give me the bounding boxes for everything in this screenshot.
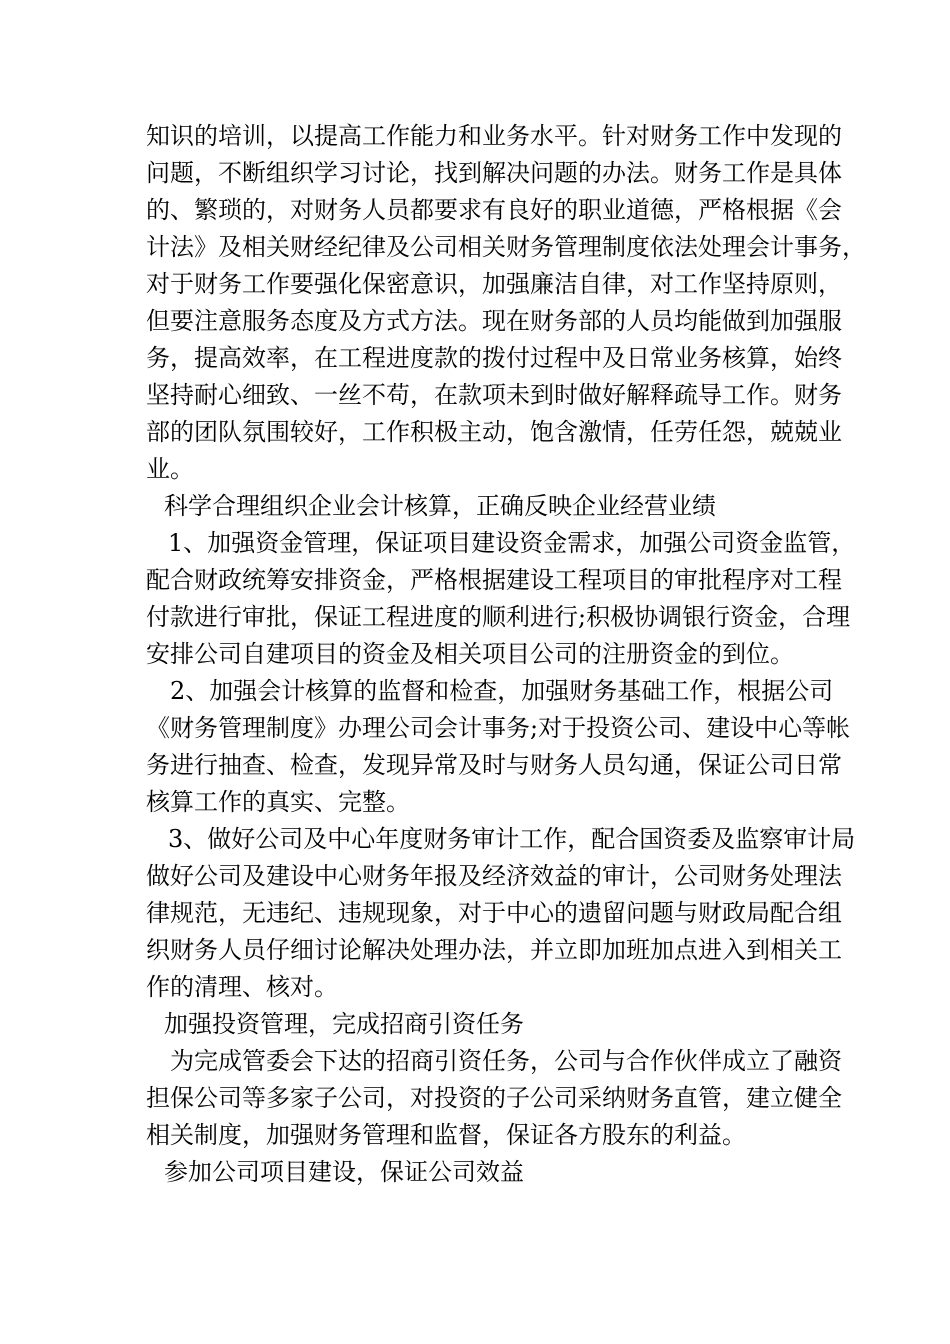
paragraph-first-line: 为完成管委会下达的招商引资任务，公司与合作伙伴成立了融资 [170, 1047, 842, 1075]
body-line: 对于财务工作要强化保密意识，加强廉洁自律，对工作坚持原则， [146, 270, 842, 298]
body-line: 配合财政统筹安排资金，严格根据建设工程项目的审批程序对工程 [146, 566, 842, 594]
body-line: 业。 [146, 455, 194, 483]
body-line: 担保公司等多家子公司，对投资的子公司采纳财务直管，建立健全 [146, 1084, 842, 1112]
body-line: 问题，不断组织学习讨论，找到解决问题的办法。财务工作是具体 [146, 159, 842, 187]
list-item-1-line: 1、加强资金管理，保证项目建设资金需求，加强公司资金监管， [168, 529, 856, 557]
body-line: 部的团队氛围较好，工作积极主动，饱含激情，任劳任怨，兢兢业 [146, 418, 842, 446]
body-line: 务，提高效率，在工程进度款的拨付过程中及日常业务核算，始终 [146, 344, 842, 372]
body-line: 的、繁琐的，对财务人员都要求有良好的职业道德，严格根据《会 [146, 196, 842, 224]
body-line: 《财务管理制度》办理公司会计事务;对于投资公司、建设中心等帐 [146, 714, 851, 742]
section-heading-investment: 加强投资管理，完成招商引资任务 [164, 1010, 524, 1038]
body-line: 律规范，无违纪、违规现象，对于中心的遗留问题与财政局配合组 [146, 899, 842, 927]
body-line: 坚持耐心细致、一丝不苟，在款项未到时做好解释疏导工作。财务 [146, 381, 842, 409]
body-line: 核算工作的真实、完整。 [146, 788, 410, 816]
body-line: 务进行抽查、检查，发现异常及时与财务人员勾通，保证公司日常 [146, 751, 842, 779]
body-line: 计法》及相关财经纪律及公司相关财务管理制度依法处理会计事务， [146, 233, 866, 261]
body-line: 相关制度，加强财务管理和监督，保证各方股东的利益。 [146, 1121, 746, 1149]
body-line: 但要注意服务态度及方式方法。现在财务部的人员均能做到加强服 [146, 307, 842, 335]
list-item-2-line: 2、加强会计核算的监督和检查，加强财务基础工作，根据公司 [170, 677, 834, 705]
document-body [146, 118, 866, 1191]
body-line: 付款进行审批，保证工程进度的顺利进行;积极协调银行资金，合理 [146, 603, 851, 631]
body-line: 知识的培训，以提高工作能力和业务水平。针对财务工作中发现的 [146, 122, 842, 150]
body-line: 做好公司及建设中心财务年报及经济效益的审计，公司财务处理法 [146, 862, 842, 890]
section-heading-accounting: 科学合理组织企业会计核算，正确反映企业经营业绩 [164, 492, 716, 520]
body-line: 安排公司自建项目的资金及相关项目公司的注册资金的到位。 [146, 640, 794, 668]
list-item-3-line: 3、做好公司及中心年度财务审计工作，配合国资委及监察审计局 [168, 825, 856, 853]
body-line: 织财务人员仔细讨论解决处理办法，并立即加班加点进入到相关工 [146, 936, 842, 964]
body-line: 作的清理、核对。 [146, 973, 338, 1001]
section-heading-projects: 参加公司项目建设，保证公司效益 [164, 1158, 524, 1186]
